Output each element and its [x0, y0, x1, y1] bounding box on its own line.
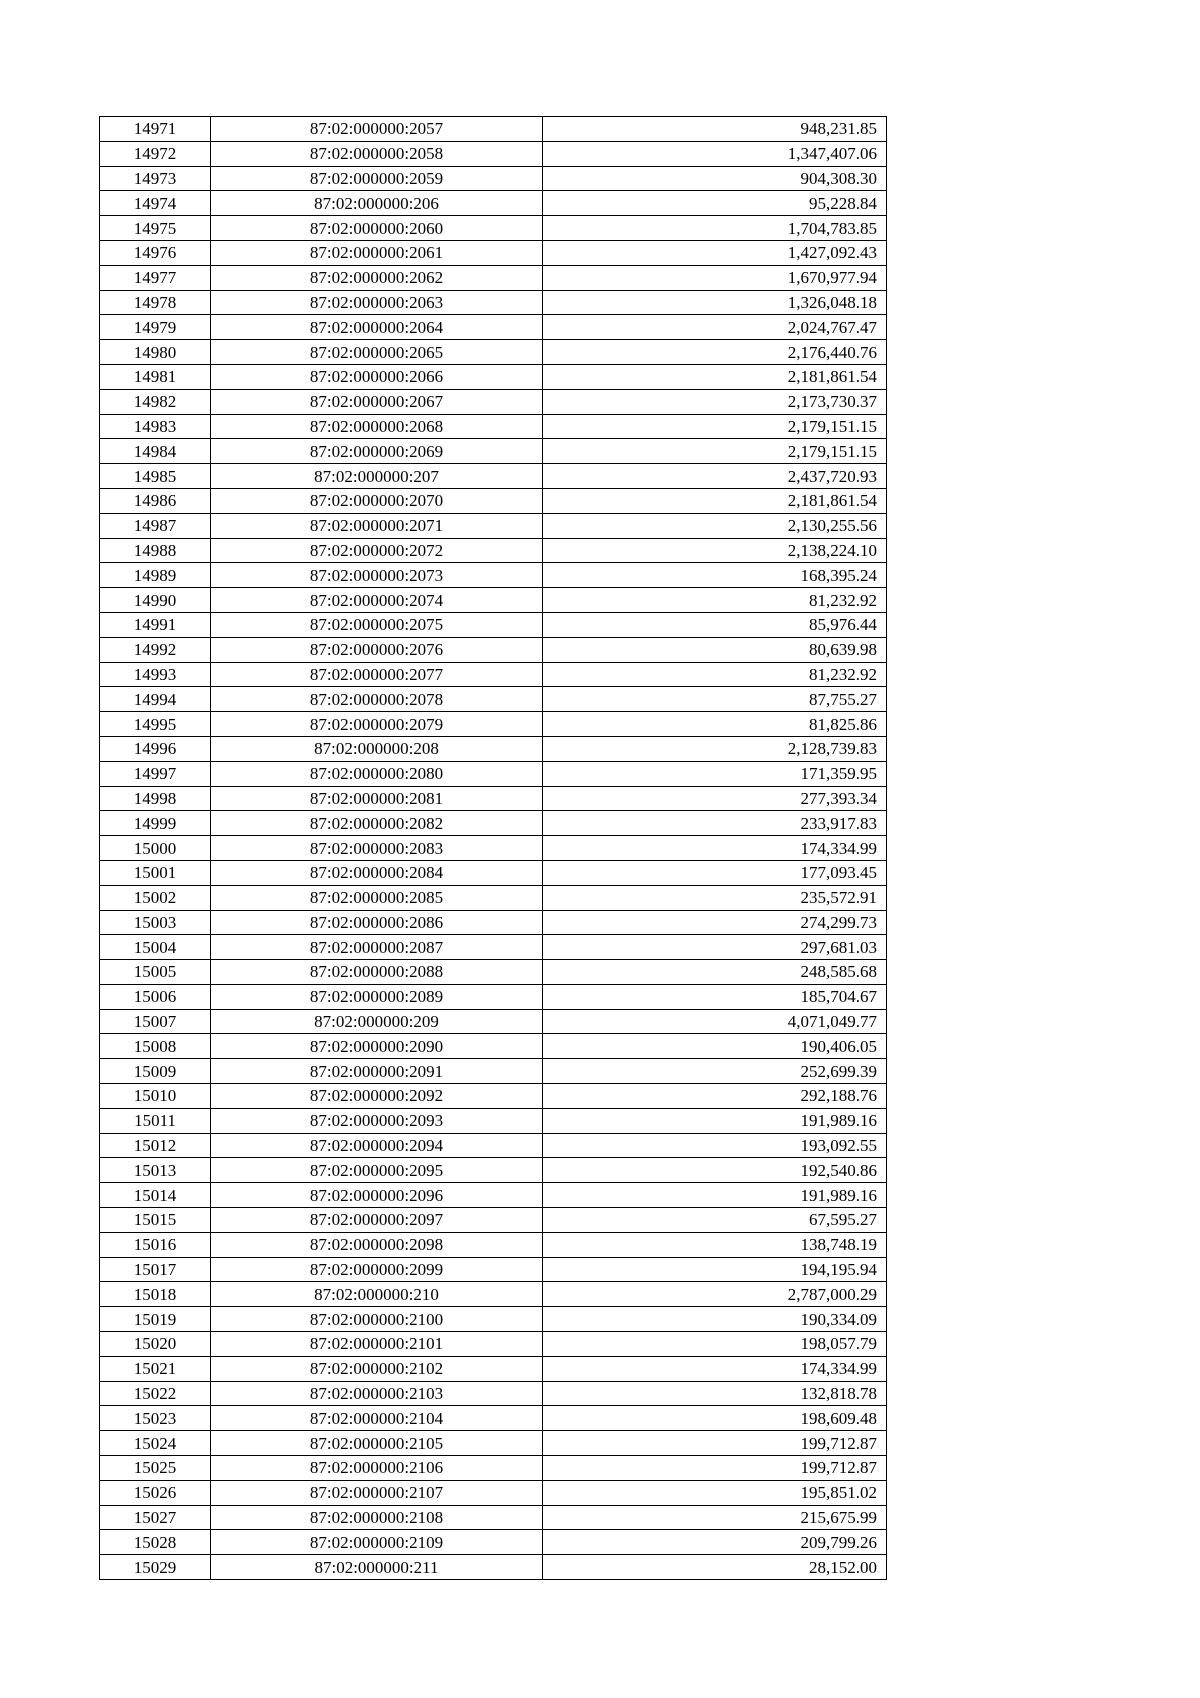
table-row [100, 1381, 887, 1406]
row-number-cell: 15022 [100, 1381, 211, 1406]
table-row [100, 563, 887, 588]
table-row [100, 166, 887, 191]
row-number-cell: 14977 [100, 265, 211, 290]
value-cell: 292,188.76 [543, 1084, 887, 1109]
cadastral-number-cell: 87:02:000000:2081 [211, 786, 543, 811]
row-number-cell: 14986 [100, 488, 211, 513]
row-number-cell: 14979 [100, 315, 211, 340]
value-cell: 28,152.00 [543, 1555, 887, 1580]
cadastral-number-cell: 87:02:000000:2101 [211, 1332, 543, 1357]
row-number-cell: 14973 [100, 166, 211, 191]
cadastral-number-cell: 87:02:000000:2109 [211, 1530, 543, 1555]
row-number-cell: 15009 [100, 1059, 211, 1084]
row-number-cell: 15001 [100, 860, 211, 885]
value-cell: 1,670,977.94 [543, 265, 887, 290]
value-cell: 195,851.02 [543, 1480, 887, 1505]
cadastral-number-cell: 87:02:000000:2093 [211, 1108, 543, 1133]
row-number-cell: 15024 [100, 1431, 211, 1456]
table-row [100, 389, 887, 414]
value-cell: 193,092.55 [543, 1133, 887, 1158]
cadastral-number-cell: 87:02:000000:2064 [211, 315, 543, 340]
cadastral-number-cell: 87:02:000000:2089 [211, 984, 543, 1009]
row-number-cell: 14978 [100, 290, 211, 315]
row-number-cell: 15027 [100, 1505, 211, 1530]
cadastral-number-cell: 87:02:000000:2108 [211, 1505, 543, 1530]
cadastral-number-cell: 87:02:000000:2078 [211, 687, 543, 712]
row-number-cell: 15021 [100, 1356, 211, 1381]
cadastral-number-cell: 87:02:000000:2066 [211, 364, 543, 389]
row-number-cell: 15007 [100, 1009, 211, 1034]
table-row [100, 712, 887, 737]
table-row [100, 885, 887, 910]
cadastral-number-cell: 87:02:000000:2103 [211, 1381, 543, 1406]
value-cell: 185,704.67 [543, 984, 887, 1009]
table-row [100, 513, 887, 538]
table-row [100, 612, 887, 637]
table-row [100, 910, 887, 935]
row-number-cell: 15003 [100, 910, 211, 935]
cadastral-number-cell: 87:02:000000:208 [211, 736, 543, 761]
value-cell: 209,799.26 [543, 1530, 887, 1555]
row-number-cell: 14985 [100, 464, 211, 489]
value-cell: 274,299.73 [543, 910, 887, 935]
value-cell: 252,699.39 [543, 1059, 887, 1084]
value-cell: 80,639.98 [543, 637, 887, 662]
table-row [100, 1505, 887, 1530]
table-row [100, 141, 887, 166]
value-cell: 297,681.03 [543, 935, 887, 960]
row-number-cell: 15008 [100, 1034, 211, 1059]
cadastral-number-cell: 87:02:000000:2083 [211, 836, 543, 861]
cadastral-number-cell: 87:02:000000:2070 [211, 488, 543, 513]
row-number-cell: 15017 [100, 1257, 211, 1282]
table-row [100, 488, 887, 513]
row-number-cell: 14988 [100, 538, 211, 563]
value-cell: 2,128,739.83 [543, 736, 887, 761]
value-cell: 248,585.68 [543, 960, 887, 985]
cadastral-number-cell: 87:02:000000:209 [211, 1009, 543, 1034]
row-number-cell: 14996 [100, 736, 211, 761]
table-row [100, 216, 887, 241]
row-number-cell: 15002 [100, 885, 211, 910]
row-number-cell: 15025 [100, 1456, 211, 1481]
table-row [100, 1257, 887, 1282]
table-row [100, 364, 887, 389]
row-number-cell: 15023 [100, 1406, 211, 1431]
value-cell: 192,540.86 [543, 1158, 887, 1183]
table-row [100, 1133, 887, 1158]
table-row [100, 265, 887, 290]
row-number-cell: 15020 [100, 1332, 211, 1357]
cadastral-number-cell: 87:02:000000:2065 [211, 340, 543, 365]
row-number-cell: 14971 [100, 117, 211, 142]
table-row [100, 1034, 887, 1059]
cadastral-number-cell: 87:02:000000:2086 [211, 910, 543, 935]
table-row [100, 687, 887, 712]
value-cell: 233,917.83 [543, 811, 887, 836]
table-row [100, 1530, 887, 1555]
value-cell: 2,179,151.15 [543, 414, 887, 439]
cadastral-number-cell: 87:02:000000:2058 [211, 141, 543, 166]
table-row [100, 315, 887, 340]
table-row [100, 1009, 887, 1034]
cadastral-number-cell: 87:02:000000:2091 [211, 1059, 543, 1084]
table-row [100, 1158, 887, 1183]
value-cell: 190,334.09 [543, 1307, 887, 1332]
cadastral-number-cell: 87:02:000000:2098 [211, 1232, 543, 1257]
table-row [100, 414, 887, 439]
cadastral-number-cell: 87:02:000000:210 [211, 1282, 543, 1307]
row-number-cell: 15015 [100, 1208, 211, 1233]
value-cell: 277,393.34 [543, 786, 887, 811]
cadastral-number-cell: 87:02:000000:2068 [211, 414, 543, 439]
value-cell: 81,232.92 [543, 662, 887, 687]
row-number-cell: 14982 [100, 389, 211, 414]
cadastral-number-cell: 87:02:000000:2092 [211, 1084, 543, 1109]
row-number-cell: 15029 [100, 1555, 211, 1580]
table-row [100, 1356, 887, 1381]
cadastral-number-cell: 87:02:000000:2085 [211, 885, 543, 910]
table-row [100, 1332, 887, 1357]
value-cell: 138,748.19 [543, 1232, 887, 1257]
cadastral-number-cell: 87:02:000000:2087 [211, 935, 543, 960]
value-cell: 177,093.45 [543, 860, 887, 885]
table-row [100, 1406, 887, 1431]
row-number-cell: 14995 [100, 712, 211, 737]
row-number-cell: 15005 [100, 960, 211, 985]
row-number-cell: 14987 [100, 513, 211, 538]
cadastral-number-cell: 87:02:000000:2073 [211, 563, 543, 588]
table-row [100, 761, 887, 786]
value-cell: 2,130,255.56 [543, 513, 887, 538]
cadastral-number-cell: 87:02:000000:207 [211, 464, 543, 489]
cadastral-number-cell: 87:02:000000:2077 [211, 662, 543, 687]
table-row [100, 1232, 887, 1257]
cadastral-number-cell: 87:02:000000:2071 [211, 513, 543, 538]
value-cell: 81,232.92 [543, 588, 887, 613]
cadastral-number-cell: 87:02:000000:2100 [211, 1307, 543, 1332]
row-number-cell: 15012 [100, 1133, 211, 1158]
value-cell: 2,173,730.37 [543, 389, 887, 414]
value-cell: 1,704,783.85 [543, 216, 887, 241]
cadastral-value-table [99, 116, 887, 1580]
value-cell: 2,181,861.54 [543, 364, 887, 389]
value-cell: 2,176,440.76 [543, 340, 887, 365]
row-number-cell: 15016 [100, 1232, 211, 1257]
table-row [100, 836, 887, 861]
row-number-cell: 15018 [100, 1282, 211, 1307]
cadastral-number-cell: 87:02:000000:2062 [211, 265, 543, 290]
value-cell: 2,024,767.47 [543, 315, 887, 340]
table-row [100, 191, 887, 216]
table-row [100, 464, 887, 489]
row-number-cell: 14976 [100, 240, 211, 265]
value-cell: 198,609.48 [543, 1406, 887, 1431]
value-cell: 2,179,151.15 [543, 439, 887, 464]
row-number-cell: 14999 [100, 811, 211, 836]
cadastral-number-cell: 87:02:000000:2102 [211, 1356, 543, 1381]
cadastral-number-cell: 87:02:000000:2076 [211, 637, 543, 662]
row-number-cell: 14989 [100, 563, 211, 588]
value-cell: 198,057.79 [543, 1332, 887, 1357]
table-row [100, 1456, 887, 1481]
cadastral-number-cell: 87:02:000000:2061 [211, 240, 543, 265]
value-cell: 171,359.95 [543, 761, 887, 786]
value-cell: 1,427,092.43 [543, 240, 887, 265]
row-number-cell: 14991 [100, 612, 211, 637]
cadastral-number-cell: 87:02:000000:2105 [211, 1431, 543, 1456]
value-cell: 2,181,861.54 [543, 488, 887, 513]
table-row [100, 984, 887, 1009]
table-row [100, 439, 887, 464]
cadastral-number-cell: 87:02:000000:2059 [211, 166, 543, 191]
row-number-cell: 14974 [100, 191, 211, 216]
table-row [100, 538, 887, 563]
value-cell: 904,308.30 [543, 166, 887, 191]
value-cell: 199,712.87 [543, 1456, 887, 1481]
row-number-cell: 15026 [100, 1480, 211, 1505]
row-number-cell: 14980 [100, 340, 211, 365]
value-cell: 1,347,407.06 [543, 141, 887, 166]
row-number-cell: 15013 [100, 1158, 211, 1183]
cadastral-number-cell: 87:02:000000:2072 [211, 538, 543, 563]
value-cell: 174,334.99 [543, 836, 887, 861]
cadastral-number-cell: 87:02:000000:2075 [211, 612, 543, 637]
value-cell: 168,395.24 [543, 563, 887, 588]
table-row [100, 811, 887, 836]
value-cell: 4,071,049.77 [543, 1009, 887, 1034]
cadastral-number-cell: 87:02:000000:2088 [211, 960, 543, 985]
row-number-cell: 14992 [100, 637, 211, 662]
row-number-cell: 15006 [100, 984, 211, 1009]
value-cell: 215,675.99 [543, 1505, 887, 1530]
table-row [100, 637, 887, 662]
cadastral-number-cell: 87:02:000000:2106 [211, 1456, 543, 1481]
value-cell: 67,595.27 [543, 1208, 887, 1233]
cadastral-number-cell: 87:02:000000:2097 [211, 1208, 543, 1233]
table-row [100, 1282, 887, 1307]
table-row [100, 935, 887, 960]
table-row [100, 1555, 887, 1580]
cadastral-number-cell: 87:02:000000:2090 [211, 1034, 543, 1059]
cadastral-number-cell: 87:02:000000:2067 [211, 389, 543, 414]
row-number-cell: 14993 [100, 662, 211, 687]
value-cell: 95,228.84 [543, 191, 887, 216]
row-number-cell: 15010 [100, 1084, 211, 1109]
cadastral-number-cell: 87:02:000000:2084 [211, 860, 543, 885]
table-row [100, 1183, 887, 1208]
row-number-cell: 14981 [100, 364, 211, 389]
table-row [100, 1480, 887, 1505]
table-row [100, 662, 887, 687]
table-row [100, 1208, 887, 1233]
value-cell: 948,231.85 [543, 117, 887, 142]
cadastral-number-cell: 87:02:000000:2104 [211, 1406, 543, 1431]
row-number-cell: 14990 [100, 588, 211, 613]
table-row [100, 290, 887, 315]
row-number-cell: 14975 [100, 216, 211, 241]
cadastral-number-cell: 87:02:000000:2082 [211, 811, 543, 836]
value-cell: 190,406.05 [543, 1034, 887, 1059]
cadastral-number-cell: 87:02:000000:2074 [211, 588, 543, 613]
value-cell: 2,138,224.10 [543, 538, 887, 563]
row-number-cell: 14984 [100, 439, 211, 464]
row-number-cell: 15000 [100, 836, 211, 861]
table-row [100, 1431, 887, 1456]
cadastral-number-cell: 87:02:000000:2099 [211, 1257, 543, 1282]
table-row [100, 1307, 887, 1332]
table-row [100, 1084, 887, 1109]
row-number-cell: 14997 [100, 761, 211, 786]
row-number-cell: 15004 [100, 935, 211, 960]
table-row [100, 1059, 887, 1084]
cadastral-number-cell: 87:02:000000:2080 [211, 761, 543, 786]
table-row [100, 588, 887, 613]
row-number-cell: 14972 [100, 141, 211, 166]
table-row [100, 1108, 887, 1133]
cadastral-number-cell: 87:02:000000:2057 [211, 117, 543, 142]
value-cell: 191,989.16 [543, 1183, 887, 1208]
table-row [100, 860, 887, 885]
value-cell: 2,437,720.93 [543, 464, 887, 489]
row-number-cell: 15014 [100, 1183, 211, 1208]
value-cell: 2,787,000.29 [543, 1282, 887, 1307]
cadastral-number-cell: 87:02:000000:2060 [211, 216, 543, 241]
value-cell: 235,572.91 [543, 885, 887, 910]
table-row [100, 960, 887, 985]
table-row [100, 736, 887, 761]
cadastral-number-cell: 87:02:000000:206 [211, 191, 543, 216]
row-number-cell: 15028 [100, 1530, 211, 1555]
row-number-cell: 14983 [100, 414, 211, 439]
cadastral-number-cell: 87:02:000000:2095 [211, 1158, 543, 1183]
value-cell: 194,195.94 [543, 1257, 887, 1282]
cadastral-number-cell: 87:02:000000:2096 [211, 1183, 543, 1208]
table-row [100, 117, 887, 142]
table-row [100, 340, 887, 365]
cadastral-number-cell: 87:02:000000:2107 [211, 1480, 543, 1505]
row-number-cell: 14994 [100, 687, 211, 712]
cadastral-number-cell: 87:02:000000:2069 [211, 439, 543, 464]
cadastral-number-cell: 87:02:000000:2063 [211, 290, 543, 315]
row-number-cell: 15011 [100, 1108, 211, 1133]
cadastral-number-cell: 87:02:000000:211 [211, 1555, 543, 1580]
table-row [100, 786, 887, 811]
value-cell: 174,334.99 [543, 1356, 887, 1381]
value-cell: 1,326,048.18 [543, 290, 887, 315]
value-cell: 132,818.78 [543, 1381, 887, 1406]
row-number-cell: 14998 [100, 786, 211, 811]
value-cell: 81,825.86 [543, 712, 887, 737]
value-cell: 85,976.44 [543, 612, 887, 637]
value-cell: 191,989.16 [543, 1108, 887, 1133]
value-cell: 199,712.87 [543, 1431, 887, 1456]
cadastral-number-cell: 87:02:000000:2079 [211, 712, 543, 737]
table-row [100, 240, 887, 265]
table-body [100, 117, 887, 1580]
cadastral-number-cell: 87:02:000000:2094 [211, 1133, 543, 1158]
value-cell: 87,755.27 [543, 687, 887, 712]
row-number-cell: 15019 [100, 1307, 211, 1332]
